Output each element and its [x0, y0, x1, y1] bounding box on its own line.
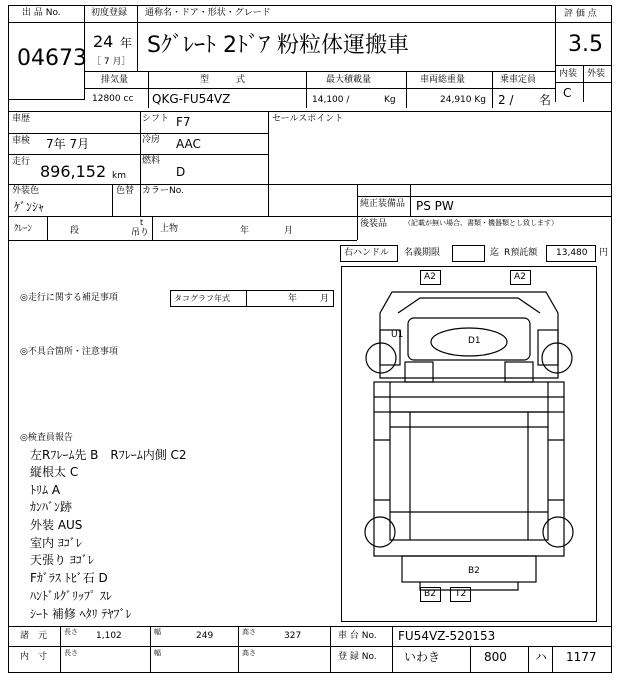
chassis-label: 車 台 No.: [338, 631, 377, 641]
ac-label: 冷房: [142, 135, 161, 145]
lot-number: 04673: [17, 46, 87, 71]
width-value: 249: [196, 631, 214, 641]
defects-label: ◎不具合箇所・注意事項: [20, 347, 118, 357]
tacho-year: 年: [288, 294, 298, 304]
mount-month: 月: [284, 226, 294, 236]
color-value: ｹﾞﾝｼｬ: [14, 200, 45, 214]
ac-value: AAC: [176, 137, 201, 151]
inspector-line-10: ｼｰﾄ 補修 ﾍﾀﾘ ﾃﾔﾌﾞﾚ: [30, 607, 132, 621]
crane-hang: 吊り: [131, 228, 150, 238]
a2-right-mark: A2: [514, 272, 526, 282]
inspection-label: 車検: [12, 136, 31, 146]
crane-t: t: [140, 218, 144, 227]
b2-bottom-mark: B2: [424, 589, 436, 599]
shift-label: シフト: [142, 114, 170, 124]
mileage-unit: km: [112, 171, 126, 181]
mileage-value: 896,152: [40, 162, 107, 181]
plate-class: 800: [484, 650, 507, 664]
fuel-label: 燃料: [142, 156, 161, 166]
t2-mark: T2: [455, 589, 467, 599]
lot-label: 出 品 No.: [22, 8, 61, 18]
gross-weight-value: 24,910 Kg: [440, 95, 486, 105]
r-unit: 円: [599, 248, 609, 258]
inspector-line-6: 室内 ﾖｺﾞﾚ: [30, 536, 82, 550]
genuine-label: 純正装備品: [360, 199, 406, 209]
model-label: 型 式: [200, 75, 246, 85]
d1-mark: D1: [468, 336, 481, 346]
displacement-label: 排気量: [101, 75, 129, 85]
in-height-label: 高さ: [242, 649, 256, 657]
length-value: 1,102: [96, 631, 122, 641]
tacho-label: タコグラフ年式: [174, 294, 230, 303]
tacho-month: 月: [320, 294, 330, 304]
plate-label: 名義期限: [404, 248, 441, 258]
r-amount: 13,480: [556, 248, 588, 258]
color-no-label: カラーNo.: [142, 186, 184, 196]
interior-label: 内装: [559, 69, 578, 79]
handle-value: 右ハンドル: [344, 248, 390, 258]
height-label: 高さ: [242, 628, 256, 636]
aftermarket-note: （記載が無い場合、書類・機器類とし致します）: [404, 219, 558, 227]
genuine-value: PS PW: [416, 199, 454, 213]
inspector-line-5: 外装 AUS: [30, 518, 83, 532]
width-label: 幅: [154, 628, 161, 636]
inspector-line-1: 左Rﾌﾚｰﾑ先 B Rﾌﾚｰﾑ内側 C2: [30, 448, 187, 462]
driving-remarks-label: ◎走行に関する補足事項: [20, 293, 118, 303]
in-width-label: 幅: [154, 649, 161, 657]
reg-month: ［ 7 月］: [92, 57, 131, 67]
u1-mark: U1: [391, 330, 404, 340]
model-value: QKG-FU54VZ: [152, 92, 231, 106]
inspector-line-4: ｶﾝﾊﾞﾝ跡: [30, 500, 73, 514]
a2-left-mark: A2: [424, 272, 436, 282]
color-change-label: 色替: [116, 186, 135, 196]
length-label: 長さ: [64, 628, 78, 636]
fuel-value: D: [176, 165, 186, 179]
exterior-label: 外装: [587, 69, 606, 79]
inspector-line-3: ﾄﾘﾑ A: [30, 483, 61, 497]
payload-value: 14,100 /: [312, 95, 350, 105]
in-length-label: 長さ: [64, 649, 78, 657]
height-value: 327: [284, 631, 302, 641]
name-label: 通称名・ドア・形状・グレード: [145, 8, 271, 18]
capacity-unit: 名: [539, 93, 552, 107]
plate-kana: ハ: [535, 650, 548, 664]
inspector-line-2: 縦根太 C: [30, 465, 79, 479]
capacity-value: 2 /: [498, 93, 514, 107]
plate-region: いわき: [404, 650, 441, 664]
r-label: R預託額: [504, 248, 538, 258]
score-value: 3.5: [568, 32, 603, 57]
first-reg-label: 初度登録: [91, 8, 128, 18]
color-label: 外装色: [12, 186, 40, 196]
mount-label: 上物: [160, 224, 179, 234]
shift-value: F7: [176, 115, 191, 129]
displacement-value: 12800 cc: [92, 94, 134, 104]
inspector-line-7: 天張り ﾖｺﾞﾚ: [30, 553, 94, 567]
dims-label: 諸 元: [20, 631, 48, 641]
capacity-label: 乗車定員: [500, 75, 537, 85]
interior-grade: C: [563, 86, 572, 100]
plate-box: [452, 245, 485, 262]
payload-label: 最大積載量: [326, 75, 372, 85]
interior-dims-label: 内 寸: [20, 652, 48, 662]
aftermarket-label: 後装品: [360, 219, 388, 229]
plate-number: 1177: [566, 650, 597, 664]
payload-unit: Kg: [384, 95, 396, 105]
registration-label: 迄: [490, 248, 500, 258]
history-label: 車歴: [12, 114, 31, 124]
mount-year: 年: [240, 226, 250, 236]
inspector-line-8: Fｶﾞﾗｽ ﾄﾋﾞ石 D: [30, 571, 108, 585]
chassis-value: FU54VZ-520153: [398, 629, 496, 643]
reg-no-label: 登 録 No.: [338, 652, 377, 662]
inspector-label: ◎検査員報告: [20, 433, 73, 443]
b2-mid-mark: B2: [468, 566, 480, 576]
sales-point-label: セールスポイント: [272, 114, 344, 124]
vehicle-title: Sｸﾞﾚｰﾄ 2ﾄﾞｱ 粉粒体運搬車: [147, 33, 409, 58]
inspection-value: 7年 7月: [46, 137, 90, 151]
reg-year: 24: [93, 32, 114, 51]
inspector-line-9: ﾊﾝﾄﾞﾙｸﾞﾘｯﾌﾟ ｽﾚ: [30, 589, 112, 603]
mileage-label: 走行: [12, 157, 31, 167]
score-label: 評 価 点: [564, 9, 597, 19]
gross-weight-label: 車両総重量: [420, 75, 466, 85]
crane-label: ｸﾚｰﾝ: [14, 224, 33, 234]
crane-stage: 段: [70, 226, 80, 236]
year-unit: 年: [120, 36, 133, 50]
